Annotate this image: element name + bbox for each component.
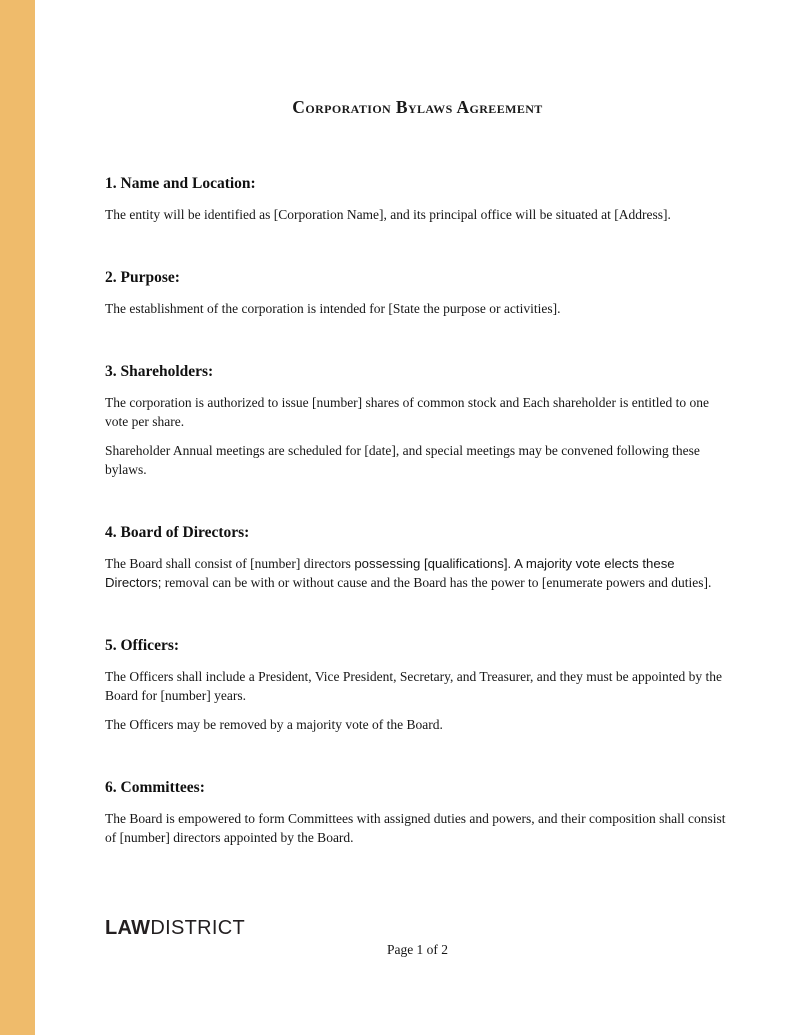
text-run: The Officers shall include a President, Vice President, Secretary, and Treasurer, and they must be appointed by the Board for [number] years. (105, 669, 722, 703)
section-heading-purpose: 2. Purpose: (105, 269, 180, 286)
text-run: The Board is empowered to form Committees with assigned duties and powers, and their composition shall consist of [number] directors appointed by the Board. (105, 811, 726, 845)
document-title: Corporation Bylaws Agreement (292, 97, 543, 117)
section-heading-shareholders: 3. Shareholders: (105, 363, 214, 380)
text-run: The entity will be identified as [Corporation Name], and its principal office will be situated at [Address]. (105, 207, 671, 222)
lawdistrict-logo (105, 917, 730, 939)
text-run: Shareholder Annual meetings are scheduled for [date], and special meetings may be convened following these bylaws. (105, 443, 700, 477)
paragraph (105, 299, 730, 318)
paragraph (105, 667, 730, 705)
section-heading-board-of-directors: 4. Board of Directors: (105, 524, 250, 541)
section-heading-officers: 5. Officers: (105, 637, 180, 654)
paragraph (105, 393, 730, 431)
paragraph (105, 441, 730, 479)
section-committees (105, 778, 730, 847)
logo-district-text: DISTRICT (150, 917, 245, 939)
page-number: Page 1 of 2 (386, 942, 449, 957)
text-run: The corporation is authorized to issue [number] shares of common stock and Each shareholder is entitled to one vote per share. (105, 395, 709, 429)
section-board-of-directors (105, 523, 730, 592)
section-shareholders (105, 362, 730, 479)
paragraph (105, 715, 730, 734)
paragraph (105, 554, 730, 592)
text-run: possessing [qualifications]. A majority vote elects these Directors; (105, 556, 675, 590)
section-purpose (105, 268, 730, 318)
text-run: The Officers may be removed by a majority vote of the Board. (105, 717, 443, 732)
text-run: The establishment of the corporation is intended for [State the purpose or activities]. (105, 301, 561, 316)
left-accent-stripe (0, 0, 35, 1035)
paragraph (105, 809, 730, 847)
logo-law-text: LAW (105, 917, 151, 939)
text-run: The Board shall consist of [number] directors (105, 556, 355, 571)
document-content (105, 0, 730, 847)
section-heading-committees: 6. Committees: (105, 779, 205, 796)
section-heading-name-and-location: 1. Name and Location: (105, 175, 256, 192)
page-footer (105, 917, 730, 959)
section-officers (105, 636, 730, 734)
paragraph (105, 205, 730, 224)
text-run: removal can be with or without cause and the Board has the power to [enumerate powers and duties]. (161, 575, 712, 590)
section-name-and-location (105, 174, 730, 224)
